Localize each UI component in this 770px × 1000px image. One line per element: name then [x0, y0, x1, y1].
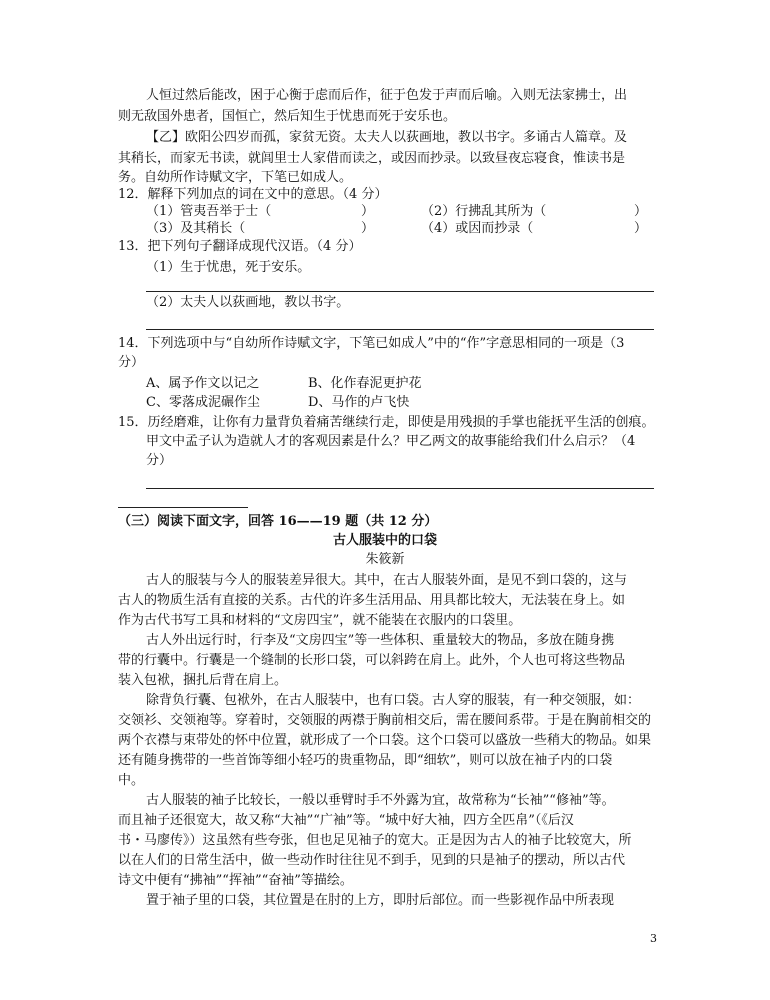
q12-close-paren: ） [634, 221, 648, 236]
article-line: 古人的服装与今人的服装差异很大。其中，在古人服装外面，是见不到口袋的，这与 [146, 573, 628, 588]
q13-item-2: （2）太夫人以荻画地，教以书字。 [146, 295, 350, 310]
answer-line [146, 488, 654, 489]
article-line: 古人外出远行时，行李及“文房四宝”等一些体积、重量较大的物品，多放在随身携 [146, 633, 615, 648]
q14-option-a: A、属予作文以记之 [146, 376, 260, 391]
q12-close-paren: ） [634, 204, 648, 219]
passage-line: 人恒过然后能改，困于心衡于虑而后作，征于色发于声而后喻。入则无法家拂士，出 [146, 88, 628, 103]
passage-line: 其稍长，而家无书读，就闾里士人家借而读之，或因而抄录。以致昼夜忘寝食，惟读书是 [118, 151, 626, 166]
q14-option-c: C、零落成泥碾作尘 [146, 395, 260, 410]
q12-close-paren: ） [361, 204, 375, 219]
article-line: 以在人们的日常生活中，做一些动作时往往见不到手，见到的只是袖子的摆动，所以古代 [118, 853, 626, 868]
question-13-stem: 13．把下列句子翻译成现代汉语。（4 分） [118, 239, 362, 254]
article-line: 作为古代书写工具和材料的“文房四宝”，就不能装在衣服内的口袋里。 [118, 613, 522, 628]
article-line: 中。 [118, 773, 145, 788]
q12-item-3: （3）及其稍长（ [146, 221, 246, 236]
article-line: 交领衫、交领袍等。穿着时，交领服的两襟于胸前相交后，需在腰间系带。于是在胸前相交的 [118, 713, 652, 728]
q12-item-4: （4）或因而抄录（ [421, 221, 534, 236]
section-separator [118, 507, 248, 508]
article-line: 诗文中便有“拂袖”“挥袖”“奋袖”等描绘。 [118, 873, 353, 888]
question-15-line: 15．历经磨难，让你有力量背负着痛苦继续行走，即使是用残损的手掌也能抚平生活的创痕。 [118, 415, 655, 430]
question-15-line: 甲文中孟子认为造就人才的客观因素是什么？甲乙两文的故事能给我们什么启示？（4 [146, 434, 636, 449]
section-heading: （三）阅读下面文字，回答 16——19 题（共 12 分） [118, 514, 438, 529]
passage-line: 【乙】欧阳公四岁而孤，家贫无资。太夫人以荻画地，教以书字。多诵古人篇章。及 [146, 130, 628, 145]
passage-line: 则无敌国外患者，国恒亡，然后知生于忧患而死于安乐也。 [118, 109, 457, 124]
article-line: 书・马廖传》）这虽然有些夸张，但也足见袖子的宽大。正是因为古人的袖子比较宽大，所 [118, 833, 632, 848]
question-12-stem: 12．解释下列加点的词在文中的意思。（4 分） [118, 187, 388, 202]
answer-line [146, 329, 654, 330]
q12-item-2: （2）行拂乱其所为（ [421, 204, 547, 219]
question-14-stem: 14．下列选项中与“自幼所作诗赋文字，下笔已如成人”中的“作”字意思相同的一项是（3 [118, 336, 625, 351]
article-line: 除背负行囊、包袱外，在古人服装中，也有口袋。古人穿的服装，有一种交领服，如： [146, 693, 641, 708]
q13-item-1: （1）生于忧患，死于安乐。 [146, 260, 311, 275]
answer-line [146, 291, 654, 292]
question-15-line: 分） [146, 453, 173, 468]
article-line: 两个衣襟与束带处的怀中位置，就形成了一个口袋。这个口袋可以盛放一些稍大的物品。如果 [118, 733, 652, 748]
article-line: 古人服装的袖子比较长，一般以垂臂时手不外露为宜，故常称为“长袖”“修袖”等。 [146, 793, 615, 808]
q14-option-b: B、化作春泥更护花 [308, 376, 422, 391]
question-14-stem-cont: 分） [118, 355, 145, 370]
article-line: 古人的物质生活有直接的关系。古代的许多生活用品、用具都比较大，无法装在身上。如 [118, 593, 626, 608]
article-line: 置于袖子里的口袋，其位置是在肘的上方，即肘后部位。而一些影视作品中所表现 [146, 893, 615, 908]
passage-line: 务。自幼所作诗赋文字，下笔已如成人。 [118, 170, 353, 185]
article-line: 还有随身携带的一些首饰等细小轻巧的贵重物品，即“细软”，则可以放在袖子内的口袋 [118, 753, 613, 768]
article-author: 朱筱新 [365, 552, 405, 567]
article-line: 带的行囊中。行囊是一个缝制的长形口袋，可以斜跨在肩上。此外，个人也可将这些物品 [118, 653, 626, 668]
article-line: 装入包袱，捆扎后背在肩上。 [118, 673, 288, 688]
q14-option-d: D、马作的卢飞快 [308, 395, 410, 410]
page-number: 3 [650, 932, 657, 945]
q12-item-1: （1）管夷吾举于士（ [146, 204, 272, 219]
article-line: 而且袖子还很宽大，故又称“大袖”“广袖”等。“城中好大袖，四方全匹帛”（《后汉 [118, 813, 574, 828]
q12-close-paren: ） [361, 221, 375, 236]
article-title: 古人服装中的口袋 [332, 533, 437, 548]
